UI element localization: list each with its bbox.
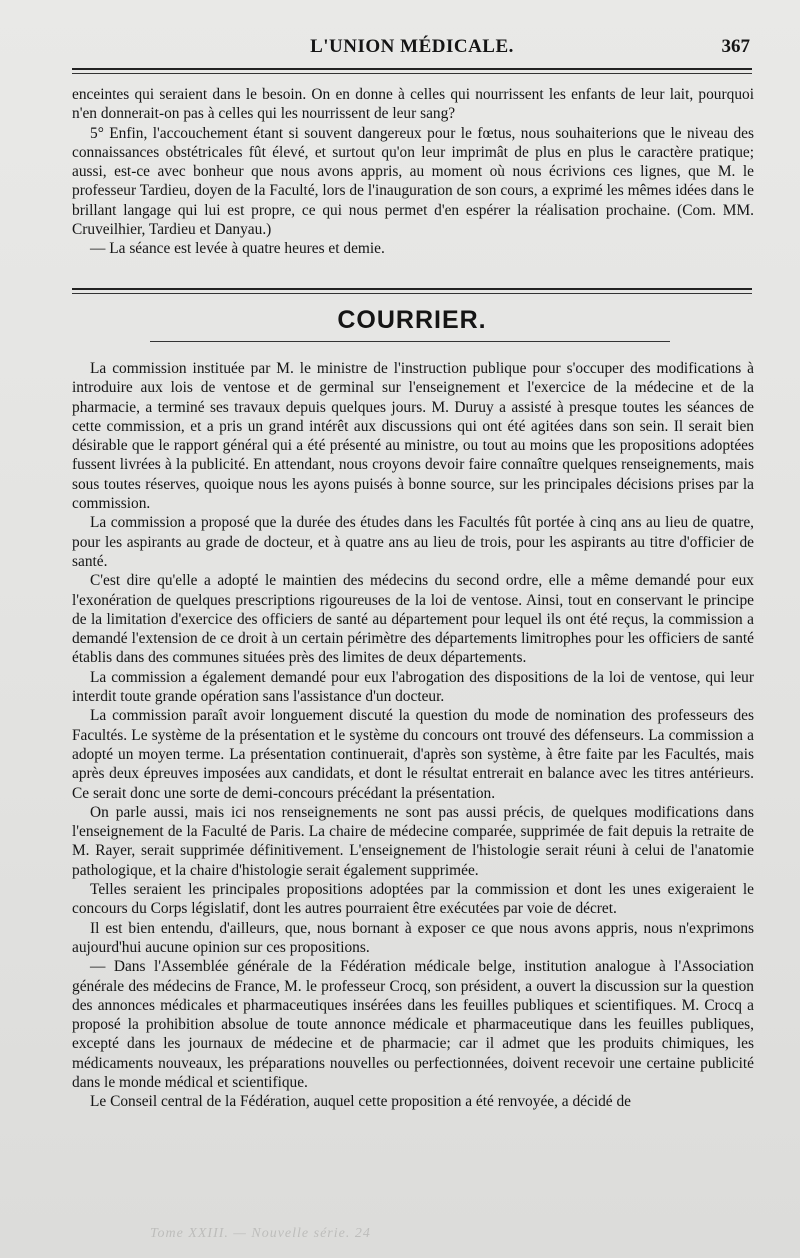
running-head: L'UNION MÉDICALE. [310, 36, 514, 57]
paragraph: 5° Enfin, l'accouchement étant si souvent dangereux pour le fœtus, nous souhaiterions que le niveau des connaissances obstétricales fût élevé, et surtout qu'on leur imprimât de plus en plus le caractère pratique; aussi, est-ce avec bonheur que nous avons appris, au moment où nous écrivions ces lignes, que M. le professeur Tardieu, doyen de la Faculté, lors de l'inauguration de son cours, a exprimé les mêmes idées dans le brillant langage qui lui est propre, ce qui nous permet d'en espérer la réalisation prochaine. (Com. MM. Cruveilhier, Tardieu et Danyau.) [72, 124, 754, 239]
paragraph: On parle aussi, mais ici nos renseignements ne sont pas aussi précis, de quelques modifications dans l'enseignement de la Faculté de Paris. La chaire de médecine comparée, supprimée de fait depuis la retraite de M. Rayer, serait supprimée définitivement. L'enseignement de l'histologie serait réuni à celui de l'anatomie pathologique, et la chaire d'histologie serait également supprimée. [72, 803, 754, 879]
paragraph: La commission paraît avoir longuement discuté la question du mode de nomination des professeurs des Facultés. Le système de la présentation et le système du concours ont trouvé des défenseurs. La commission a adopté un moyen terme. La présentation continuerait, d'après son système, à être faite par les Facultés, mais après deux épreuves imposées aux candidats, et dont le résultat entrerait en balance avec les titres antérieurs. Ce serait donc une sorte de demi-concours précédant la présentation. [72, 707, 754, 802]
paragraph: enceintes qui seraient dans le besoin. On en donne à celles qui nourrissent les enfants de leur lait, pourquoi n'en donnerait-on pas à celles qui les nourrissent de leur sang? [72, 86, 754, 123]
paragraph: — La séance est levée à quatre heures et demie. [90, 240, 385, 258]
previous-article-ending [72, 85, 754, 259]
paragraph: Telles seraient les principales propositions adoptées par la commission et dont les unes exigeraient le concours du Corps législatif, dont les autres pourraient être exécutées par voie de décret. [72, 881, 754, 918]
paragraph: Il est bien entendu, d'ailleurs, que, nous bornant à exposer ce que nous avons appris, nous n'exprimons aujourd'hui aucune opinion sur ces propositions. [72, 919, 754, 956]
title-underline [150, 341, 670, 342]
paragraph: La commission a proposé que la durée des études dans les Facultés fût portée à cinq ans au lieu de quatre, pour les aspirants au grade de docteur, et à quatre ans au lieu de trois, pour les aspirants au titre d'officier de santé. [72, 514, 754, 570]
courrier-body [72, 359, 754, 1112]
header-rule [72, 68, 752, 70]
header-rule-thin [72, 73, 752, 74]
section-divider [72, 288, 752, 290]
page-header [72, 36, 752, 66]
section-title: COURRIER. [337, 306, 487, 334]
paragraph: — Dans l'Assemblée générale de la Fédération médicale belge, institution analogue à l'Association générale des médecins de France, M. le professeur Crocq, son président, a ouvert la discussion sur la question des annonces médicales et pharmaceutiques insérées dans les feuilles publiques et scientifiques. M. Crocq a proposé la prohibition absolue de toute annonce médicale et pharmaceutique dans les feuilles publiques, excepté dans les journaux de médecine et de pharmacie; car il admet que les produits chimiques, les médicaments nouveaux, les préparations nouvelles ou perfectionnées, doivent recevoir une certaine publicité dans le monde médical et scientifique. [72, 958, 754, 1091]
paragraph: La commission a également demandé pour eux l'abrogation des dispositions de la loi de ventose, qui leur interdit toute grande opération sans l'assistance d'un docteur. [72, 668, 754, 706]
section-divider-thin [72, 293, 752, 294]
closing-line: Le Conseil central de la Fédération, auquel cette proposition a été renvoyée, a décidé de [90, 1093, 632, 1111]
footer-bleedthrough: Tome XXIII. — Nouvelle série. 24 [150, 1226, 371, 1241]
paragraph: La commission instituée par M. le ministre de l'instruction publique pour s'occuper des modifications à introduire aux lois de ventose et de germinal sur l'enseignement et l'exercice de la médecine et de la pharmacie, a terminé ses travaux depuis quelques jours. M. Duruy a assisté à presque toutes les séances de cette commission, et a pris un grand intérêt aux discussions qui ont été agitées dans son sein. Il serait bien désirable que le rapport général qui a été présenté au ministre, ou tout au moins que les propositions adoptées fussent livrées à la publicité. En attendant, nous croyons devoir faire connaître quelques renseignements, mais sous toutes réserves, quoique nous les ayons puisés à bonne source, sur les principales décisions prises par la commission. [72, 360, 754, 513]
page-number: 367 [721, 36, 750, 57]
paragraph: C'est dire qu'elle a adopté le maintien des médecins du second ordre, elle a même demandé pour eux l'exonération de quelques prescriptions rigoureuses de la loi de ventose. Ainsi, tout en conservant le principe de la limitation d'exercice des officiers de santé au département pour lequel ils ont été reçus, la commission a demandé l'extension de ce droit à un certain périmètre des départements limitrophes pour les officiers de santé établis dans des communes situées près des limites de deux départements. [72, 572, 754, 667]
